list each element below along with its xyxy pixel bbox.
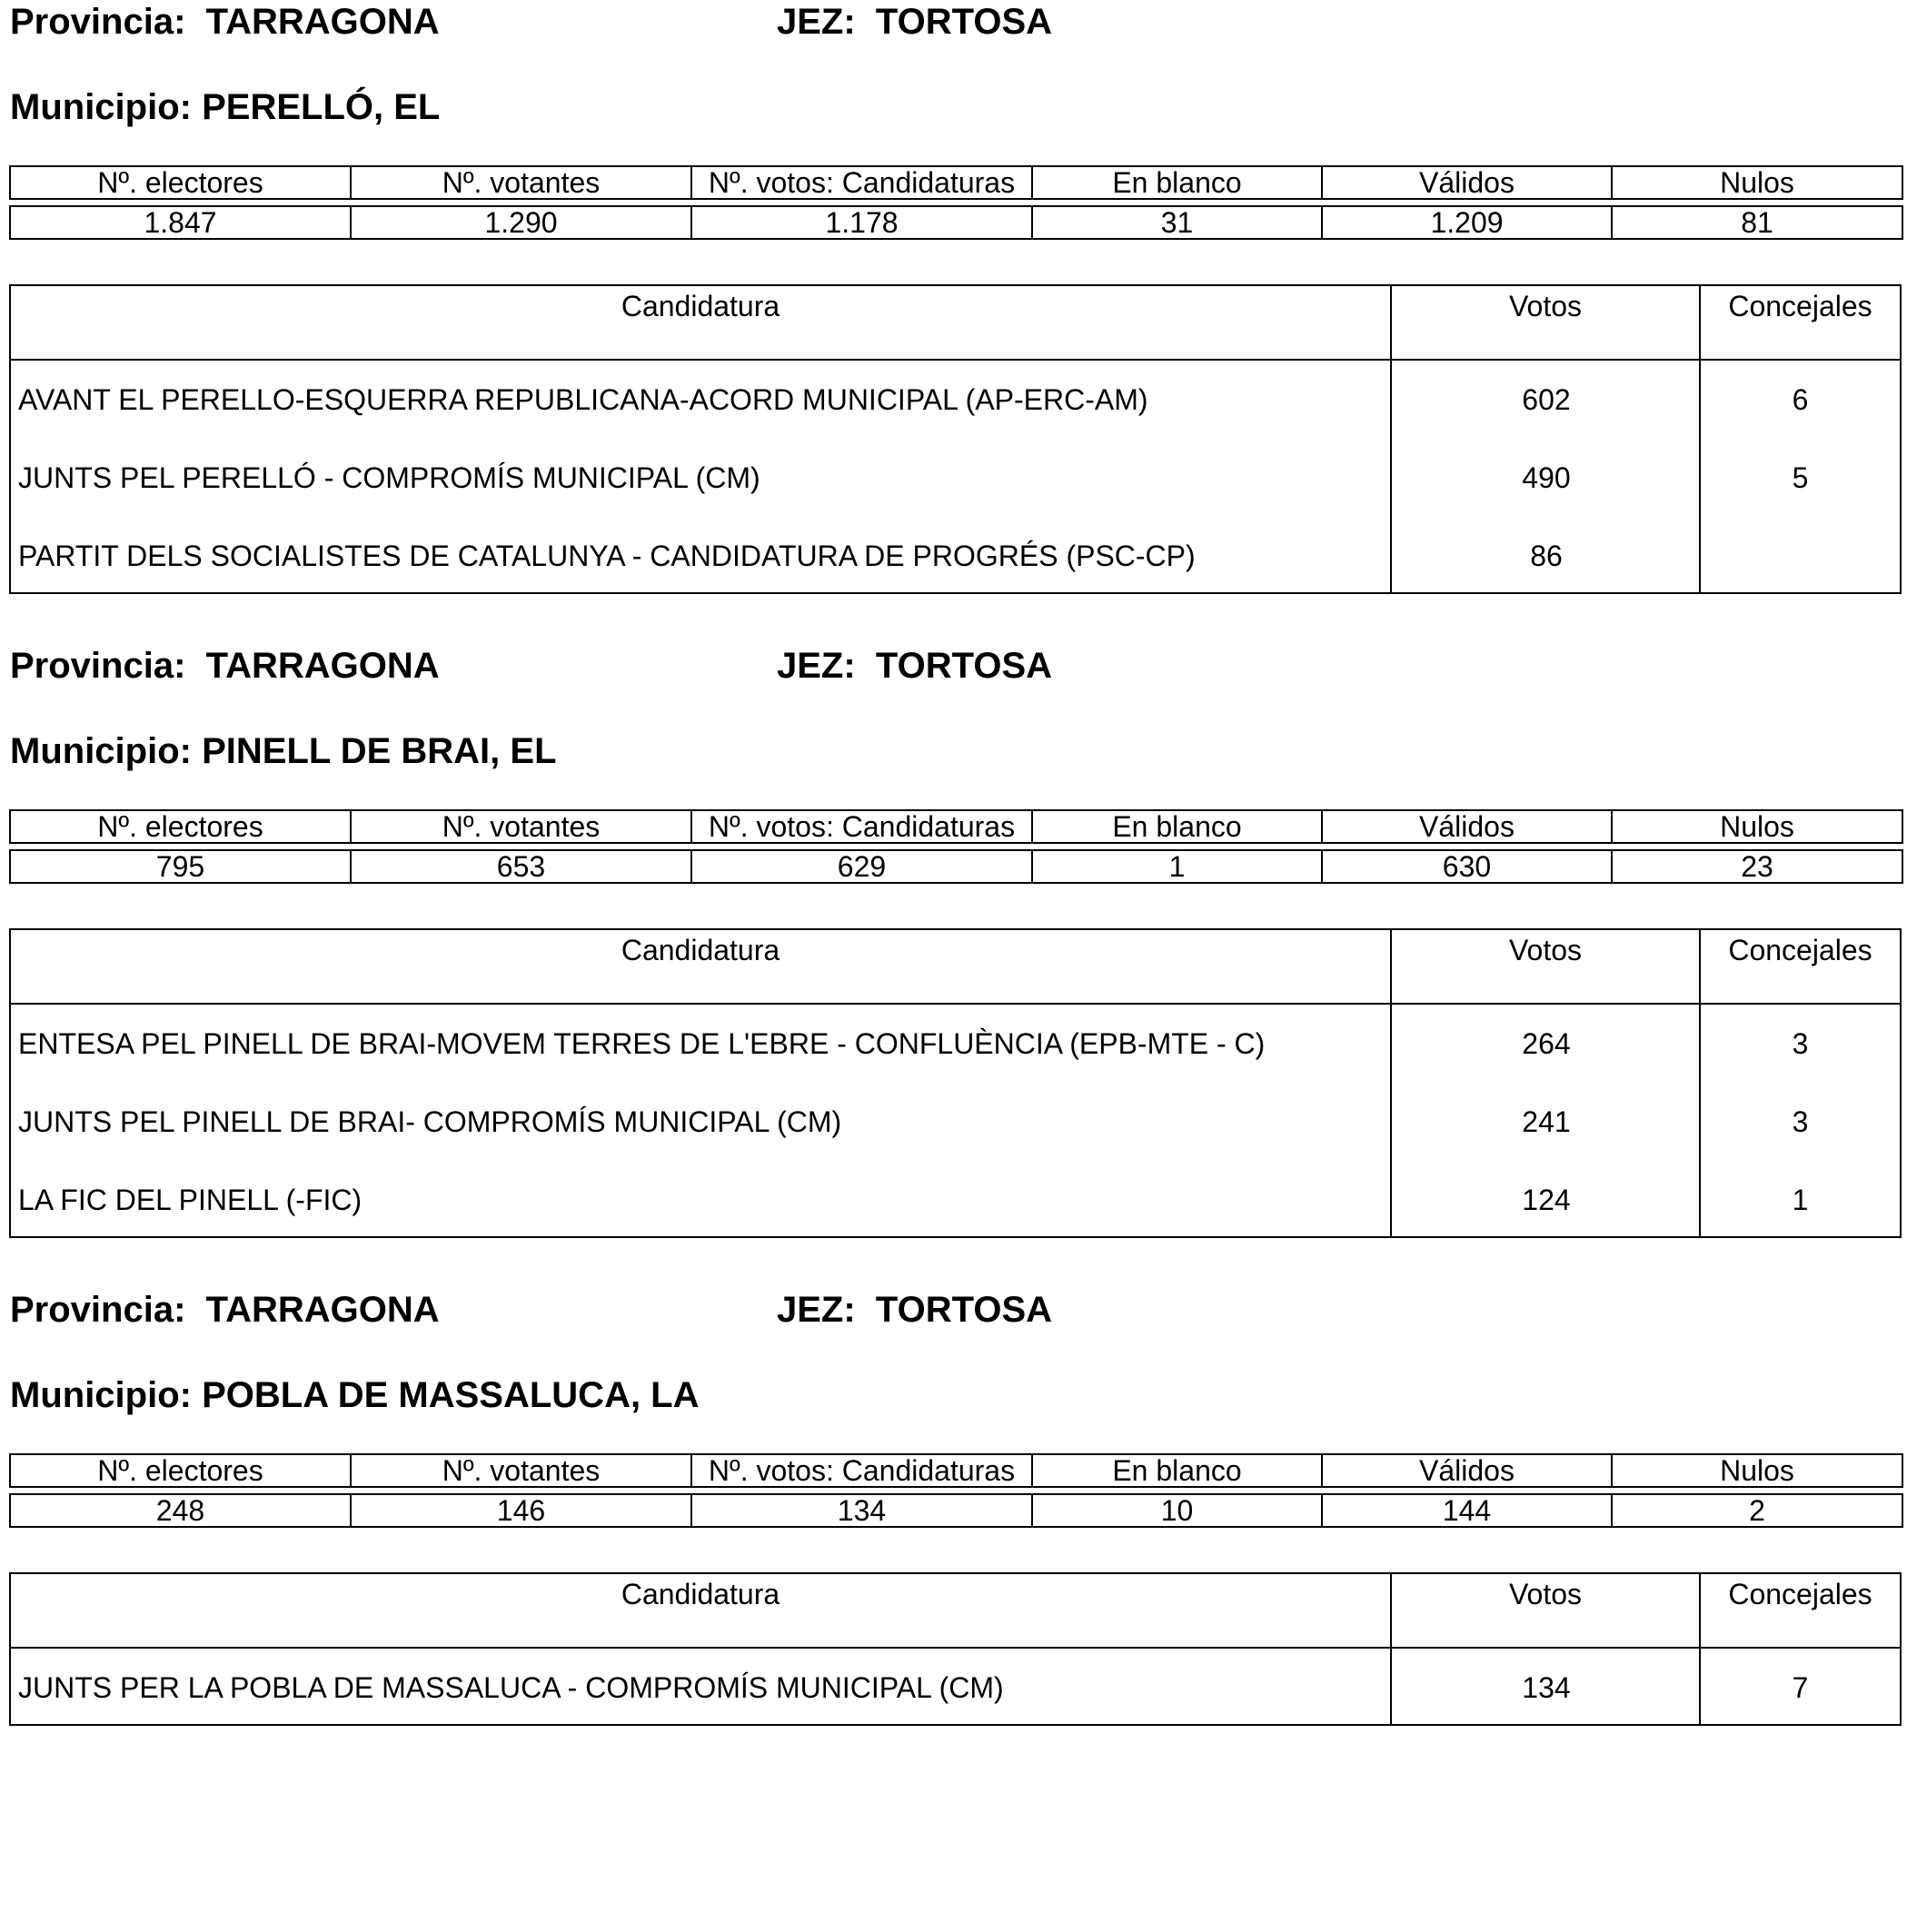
header-electores: Nº. electores (10, 810, 351, 843)
summary-values-table (9, 205, 1903, 240)
value-en-blanco: 10 (1032, 1494, 1322, 1527)
municipio-heading: Municipio: PINELL DE BRAI, EL (10, 731, 557, 771)
candidatura-row (11, 1083, 1900, 1161)
candidatura-header: Candidatura (621, 934, 780, 966)
summary-values-table (9, 849, 1903, 884)
candidatura-concejales: 3 (1792, 1105, 1809, 1138)
header-electores: Nº. electores (10, 166, 351, 199)
candidatura-row (11, 1005, 1900, 1083)
candidaturas-table (9, 928, 1902, 1238)
candidatura-concejales: 5 (1792, 461, 1809, 494)
candidaturas-table (9, 284, 1902, 594)
candidatura-name: ENTESA PEL PINELL DE BRAI-MOVEM TERRES DE L'EBRE - CONFLUÈNCIA (EPB-MTE - C) (18, 1027, 1266, 1060)
candidatura-votos: 124 (1522, 1184, 1571, 1216)
header-electores: Nº. electores (10, 1454, 351, 1487)
candidatura-votos: 264 (1522, 1027, 1571, 1060)
candidatura-name: JUNTS PEL PERELLÓ - COMPROMÍS MUNICIPAL (CM) (18, 461, 760, 494)
header-nulos: Nulos (1612, 166, 1902, 199)
header-validos: Válidos (1322, 1454, 1612, 1487)
votos-header: Votos (1508, 290, 1583, 322)
votos-header: Votos (1508, 1578, 1583, 1610)
value-votantes: 653 (351, 850, 691, 883)
candidatura-concejales: 3 (1792, 1027, 1809, 1060)
value-votos-candidaturas: 134 (691, 1494, 1032, 1527)
header-validos: Válidos (1322, 166, 1612, 199)
value-votos-candidaturas: 1.178 (691, 206, 1032, 239)
candidatura-name: LA FIC DEL PINELL (-FIC) (18, 1184, 363, 1216)
value-validos: 144 (1322, 1494, 1612, 1527)
summary-header-table (9, 809, 1903, 844)
concejales-header: Concejales (1728, 1578, 1872, 1610)
candidatura-votos: 134 (1522, 1671, 1571, 1704)
value-votantes: 146 (351, 1494, 691, 1527)
provincia-heading: Provincia: TARRAGONA (10, 2, 440, 42)
value-electores: 1.847 (10, 206, 351, 239)
candidatura-concejales: 7 (1792, 1671, 1809, 1704)
candidatura-votos: 490 (1522, 461, 1571, 494)
candidatura-name: JUNTS PEL PINELL DE BRAI- COMPROMÍS MUNICIPAL (CM) (18, 1105, 842, 1138)
header-votos-candidaturas: Nº. votos: Candidaturas (691, 1454, 1032, 1487)
candidatura-header: Candidatura (621, 1578, 780, 1610)
candidatura-votos: 86 (1530, 540, 1563, 572)
value-nulos: 23 (1612, 850, 1902, 883)
candidatura-name: AVANT EL PERELLO-ESQUERRA REPUBLICANA-ACORD MUNICIPAL (AP-ERC-AM) (18, 383, 1148, 416)
header-validos: Válidos (1322, 810, 1612, 843)
candidatura-votos: 602 (1522, 383, 1571, 416)
jez-heading: JEZ: TORTOSA (777, 2, 1053, 42)
candidatura-row (11, 517, 1900, 595)
summary-values-table (9, 1493, 1903, 1528)
value-electores: 795 (10, 850, 351, 883)
candidatura-name: PARTIT DELS SOCIALISTES DE CATALUNYA - CANDIDATURA DE PROGRÉS (PSC-CP) (18, 540, 1196, 572)
provincia-heading: Provincia: TARRAGONA (10, 646, 440, 686)
value-electores: 248 (10, 1494, 351, 1527)
votos-header: Votos (1508, 934, 1583, 966)
candidatura-concejales: 6 (1792, 383, 1809, 416)
summary-header-table (9, 165, 1903, 200)
value-nulos: 2 (1612, 1494, 1902, 1527)
candidatura-votos: 241 (1522, 1105, 1571, 1138)
municipio-heading: Municipio: PERELLÓ, EL (10, 87, 441, 127)
jez-heading: JEZ: TORTOSA (777, 1290, 1053, 1330)
municipio-heading: Municipio: POBLA DE MASSALUCA, LA (10, 1375, 700, 1415)
header-en-blanco: En blanco (1032, 1454, 1322, 1487)
provincia-heading: Provincia: TARRAGONA (10, 1290, 440, 1330)
candidatura-row (11, 1649, 1900, 1727)
header-votantes: Nº. votantes (351, 1454, 691, 1487)
concejales-header: Concejales (1728, 290, 1872, 322)
value-validos: 1.209 (1322, 206, 1612, 239)
value-votantes: 1.290 (351, 206, 691, 239)
candidaturas-table (9, 1572, 1902, 1726)
header-votos-candidaturas: Nº. votos: Candidaturas (691, 810, 1032, 843)
header-votos-candidaturas: Nº. votos: Candidaturas (691, 166, 1032, 199)
concejales-header: Concejales (1728, 934, 1872, 966)
municipio-section (0, 644, 1907, 1288)
municipio-section (0, 1288, 1907, 1932)
value-votos-candidaturas: 629 (691, 850, 1032, 883)
value-en-blanco: 1 (1032, 850, 1322, 883)
value-nulos: 81 (1612, 206, 1902, 239)
header-votantes: Nº. votantes (351, 166, 691, 199)
candidatura-row (11, 1161, 1900, 1239)
jez-heading: JEZ: TORTOSA (777, 646, 1053, 686)
header-nulos: Nulos (1612, 1454, 1902, 1487)
header-en-blanco: En blanco (1032, 810, 1322, 843)
header-nulos: Nulos (1612, 810, 1902, 843)
candidatura-name: JUNTS PER LA POBLA DE MASSALUCA - COMPROMÍS MUNICIPAL (CM) (18, 1671, 1004, 1704)
value-validos: 630 (1322, 850, 1612, 883)
candidatura-row (11, 361, 1900, 439)
candidatura-header: Candidatura (621, 290, 780, 322)
municipio-section (0, 0, 1907, 644)
header-votantes: Nº. votantes (351, 810, 691, 843)
value-en-blanco: 31 (1032, 206, 1322, 239)
candidatura-concejales: 1 (1792, 1184, 1809, 1216)
candidatura-row (11, 439, 1900, 517)
header-en-blanco: En blanco (1032, 166, 1322, 199)
summary-header-table (9, 1453, 1903, 1488)
